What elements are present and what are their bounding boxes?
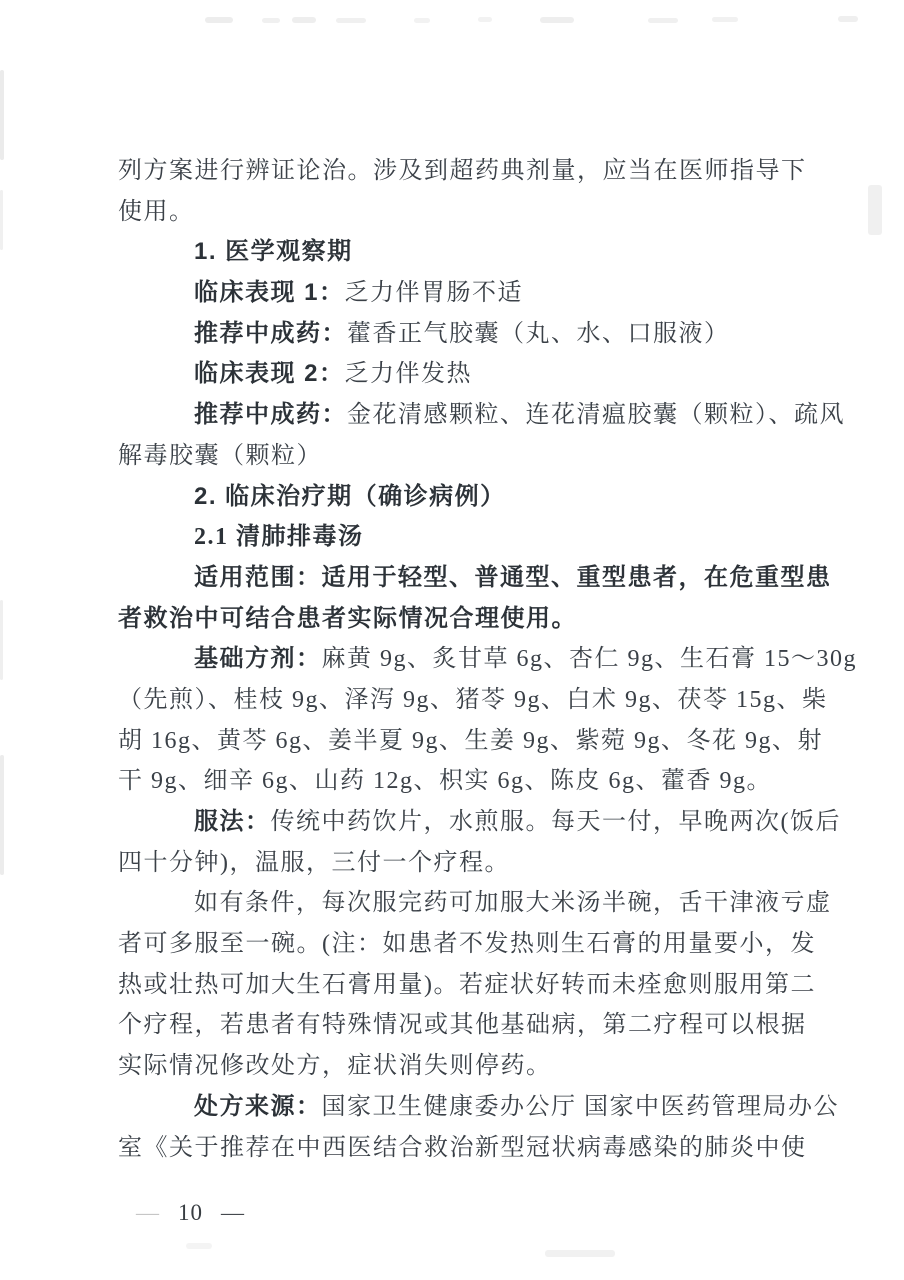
scan-artifact	[186, 1243, 212, 1249]
text-line	[118, 883, 888, 924]
text-segment-label: 临床表现 1：	[194, 279, 345, 307]
text-segment: 乏力伴发热	[344, 361, 473, 388]
text-line	[118, 924, 888, 965]
text-line	[118, 965, 888, 1006]
text-segment: （先煎）、桂枝 9g、泽泻 9g、猪苓 9g、白术 9g、茯苓 15g、柴	[118, 686, 828, 713]
text-line	[118, 680, 888, 721]
text-line	[118, 517, 888, 558]
text-line	[118, 395, 888, 436]
text-segment-label: 2. 临床治疗期（确诊病例）	[194, 482, 506, 510]
text-line	[118, 273, 888, 314]
text-line	[118, 1128, 888, 1169]
scan-artifact	[0, 600, 3, 680]
text-line	[118, 436, 888, 477]
text-segment: 个疗程，若患者有特殊情况或其他基础病，第二疗程可以根据	[118, 1012, 807, 1039]
scan-artifact	[0, 755, 4, 875]
footer-dash-right: —	[221, 1200, 245, 1225]
text-line	[118, 192, 888, 233]
scan-artifact	[540, 17, 574, 23]
footer-dash-left: —	[136, 1200, 160, 1225]
text-segment: 使用。	[118, 198, 195, 225]
text-segment: 干 9g、细辛 6g、山药 12g、枳实 6g、陈皮 6g、藿香 9g。	[118, 768, 772, 795]
text-line	[118, 1046, 888, 1087]
scan-artifact	[545, 1250, 615, 1257]
text-line	[118, 721, 888, 762]
scan-artifact	[712, 17, 738, 22]
text-segment-label: 适用于轻型、普通型、重型患者，在危重型患	[321, 564, 832, 591]
document-text-block	[118, 151, 888, 1168]
text-segment: 如有条件，每次服完药可加服大米汤半碗，舌干津液亏虚	[194, 890, 832, 917]
scan-artifact	[838, 16, 858, 22]
text-segment: 金花清感颗粒、连花清瘟胶囊（颗粒）、疏风	[347, 402, 845, 429]
text-line	[118, 151, 888, 192]
text-line	[118, 639, 888, 680]
scan-artifact	[292, 17, 316, 23]
text-segment-label: 1. 医学观察期	[194, 238, 353, 266]
text-segment-label: 推荐中成药：	[194, 319, 347, 347]
scan-artifact	[414, 18, 430, 23]
text-line	[118, 314, 888, 355]
text-segment-label: 服法：	[194, 809, 271, 835]
text-segment: 传统中药饮片，水煎服。每天一付，早晚两次(饭后	[270, 809, 841, 835]
text-line	[118, 802, 888, 843]
text-segment: 实际情况修改处方，症状消失则停药。	[118, 1053, 552, 1080]
scan-artifact	[336, 18, 366, 23]
text-segment: 室《关于推荐在中西医结合救治新型冠状病毒感染的肺炎中使	[118, 1134, 807, 1161]
scan-artifact	[478, 17, 492, 22]
text-segment-label: 处方来源：	[194, 1093, 322, 1120]
text-segment: 麻黄 9g、炙甘草 6g、杏仁 9g、生石膏 15～30g	[321, 646, 857, 673]
text-segment-label: 基础方剂：	[194, 646, 322, 673]
text-segment: 者可多服至一碗。(注：如患者不发热则生石膏的用量要小，发	[118, 931, 816, 958]
text-segment: 解毒胶囊（颗粒）	[118, 442, 322, 469]
text-line	[118, 558, 888, 599]
text-segment: 乏力伴胃肠不适	[344, 280, 524, 307]
text-segment-label: 适用范围：	[194, 564, 322, 591]
page-number: 10	[178, 1200, 203, 1225]
text-line	[118, 232, 888, 273]
text-segment-label: 临床表现 2：	[194, 360, 345, 388]
scan-artifact	[648, 18, 678, 23]
page-footer	[136, 1200, 245, 1226]
scan-artifact	[0, 190, 3, 250]
text-segment: 列方案进行辨证论治。涉及到超药典剂量，应当在医师指导下	[118, 158, 807, 184]
text-segment: 藿香正气胶囊（丸、水、口服液）	[347, 320, 730, 347]
text-line	[118, 477, 888, 518]
text-line	[118, 1087, 888, 1128]
text-line	[118, 599, 888, 640]
text-segment-label: 者救治中可结合患者实际情况合理使用。	[118, 605, 577, 632]
text-segment: 四十分钟)，温服，三付一个疗程。	[118, 849, 510, 876]
text-segment: 国家卫生健康委办公厅 国家中医药管理局办公	[321, 1093, 839, 1120]
text-line	[118, 761, 888, 802]
scan-artifact	[262, 18, 280, 23]
text-segment-label: 2.1 清肺排毒汤	[194, 524, 364, 551]
scan-artifact	[205, 17, 233, 23]
scan-artifact	[0, 70, 4, 160]
text-line	[118, 354, 888, 395]
text-line	[118, 1005, 888, 1046]
text-segment: 热或壮热可加大生石膏用量)。若症状好转而未痊愈则服用第二	[118, 971, 816, 998]
text-segment: 胡 16g、黄芩 6g、姜半夏 9g、生姜 9g、紫菀 9g、冬花 9g、射	[118, 727, 823, 754]
text-line	[118, 843, 888, 884]
text-segment-label: 推荐中成药：	[194, 401, 347, 429]
